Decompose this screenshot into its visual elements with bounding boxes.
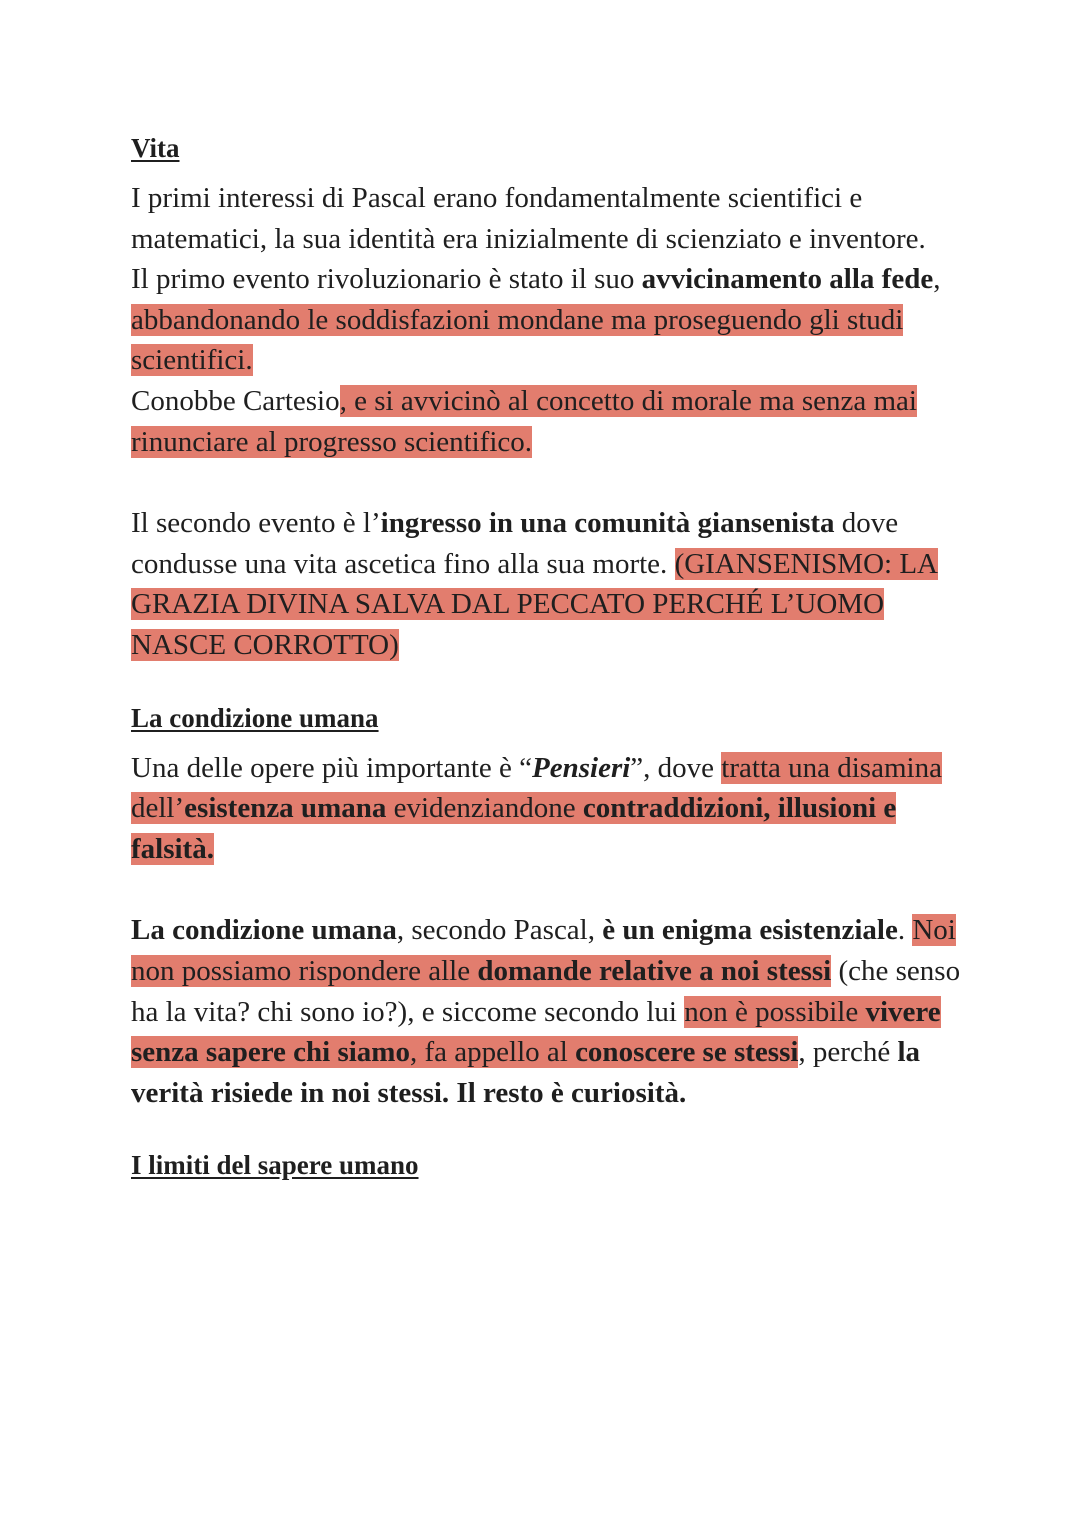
- highlighted-text: , e si avvicinò al concetto di morale ma senza mai rinunciare al progresso scientifico.: [131, 384, 917, 458]
- bold-italic-text: Pensieri: [532, 751, 631, 784]
- spacer: [131, 462, 961, 503]
- text: Il secondo evento è l’: [131, 507, 381, 540]
- bold-text: ingresso in una comunità giansenista: [380, 507, 835, 540]
- highlighted-text: abbandonando le soddisfazioni mondane ma proseguendo gli studi scientifici.: [131, 303, 904, 377]
- highlighted-bold-text: vivere senza sapere chi siamo: [131, 995, 941, 1069]
- document-content: [131, 128, 961, 1195]
- text: (che senso ha la vita? chi sono io?), e siccome secondo lui: [131, 954, 961, 1028]
- highlighted-text: tratta una disamina dell’: [131, 751, 942, 825]
- text: , secondo Pascal,: [396, 914, 603, 947]
- paragraph-vita-cartesio: [131, 381, 961, 462]
- highlighted-bold-text: domande relative a noi stessi: [477, 954, 832, 987]
- highlighted-bold-text: esistenza umana: [184, 792, 387, 825]
- paragraph-vita-primo-evento: [131, 259, 961, 381]
- bold-text: La condizione umana: [131, 914, 397, 947]
- section-heading-vita: Vita: [131, 133, 180, 163]
- text: dove condusse una vita ascetica fino alla sua morte.: [131, 507, 899, 580]
- paragraph-condizione-enigma: [131, 910, 961, 1113]
- section-heading-condizione: La condizione umana: [131, 702, 379, 733]
- bold-text: è un enigma esistenziale: [602, 914, 898, 947]
- text: , perché: [798, 1036, 898, 1069]
- text: .: [897, 914, 913, 947]
- spacer: [131, 1113, 961, 1145]
- paragraph-vita-intro: I primi interessi di Pascal erano fondamentalmente scientifici e matematici, la sua identità era inizialmente di scienziato e inventore.: [131, 182, 926, 255]
- bold-text: avvicinamento alla fede: [641, 263, 934, 296]
- paragraph-vita-secondo-evento: [131, 503, 961, 665]
- text: Una delle opere più importante è “: [131, 751, 533, 784]
- section-heading-limiti: I limiti del sapere umano: [131, 1150, 419, 1181]
- highlighted-text: Noi non possiamo rispondere alle: [131, 914, 956, 987]
- highlighted-text: non è possibile: [684, 995, 866, 1028]
- text: Il primo evento rivoluzionario è stato il suo: [131, 263, 642, 296]
- bold-text: la verità risiede in noi stessi. Il resto è curiosità.: [131, 1036, 921, 1109]
- text: ,: [933, 263, 941, 296]
- highlighted-text: evidenziandone: [386, 792, 583, 825]
- spacer: [131, 869, 961, 910]
- highlighted-text: (GIANSENISMO: LA GRAZIA DIVINA SALVA DAL PECCATO PERCHÉ L’UOMO NASCE CORROTTO): [131, 547, 938, 661]
- paragraph-condizione-pensieri: [131, 748, 961, 870]
- highlighted-bold-text: conoscere se stessi: [575, 1036, 799, 1069]
- text: ”, dove: [630, 751, 722, 784]
- text: Conobbe Cartesio: [131, 384, 340, 417]
- highlighted-bold-text: contraddizioni, illusioni e falsità.: [131, 792, 897, 865]
- highlighted-text: , fa appello al: [409, 1036, 576, 1069]
- spacer: [131, 666, 961, 698]
